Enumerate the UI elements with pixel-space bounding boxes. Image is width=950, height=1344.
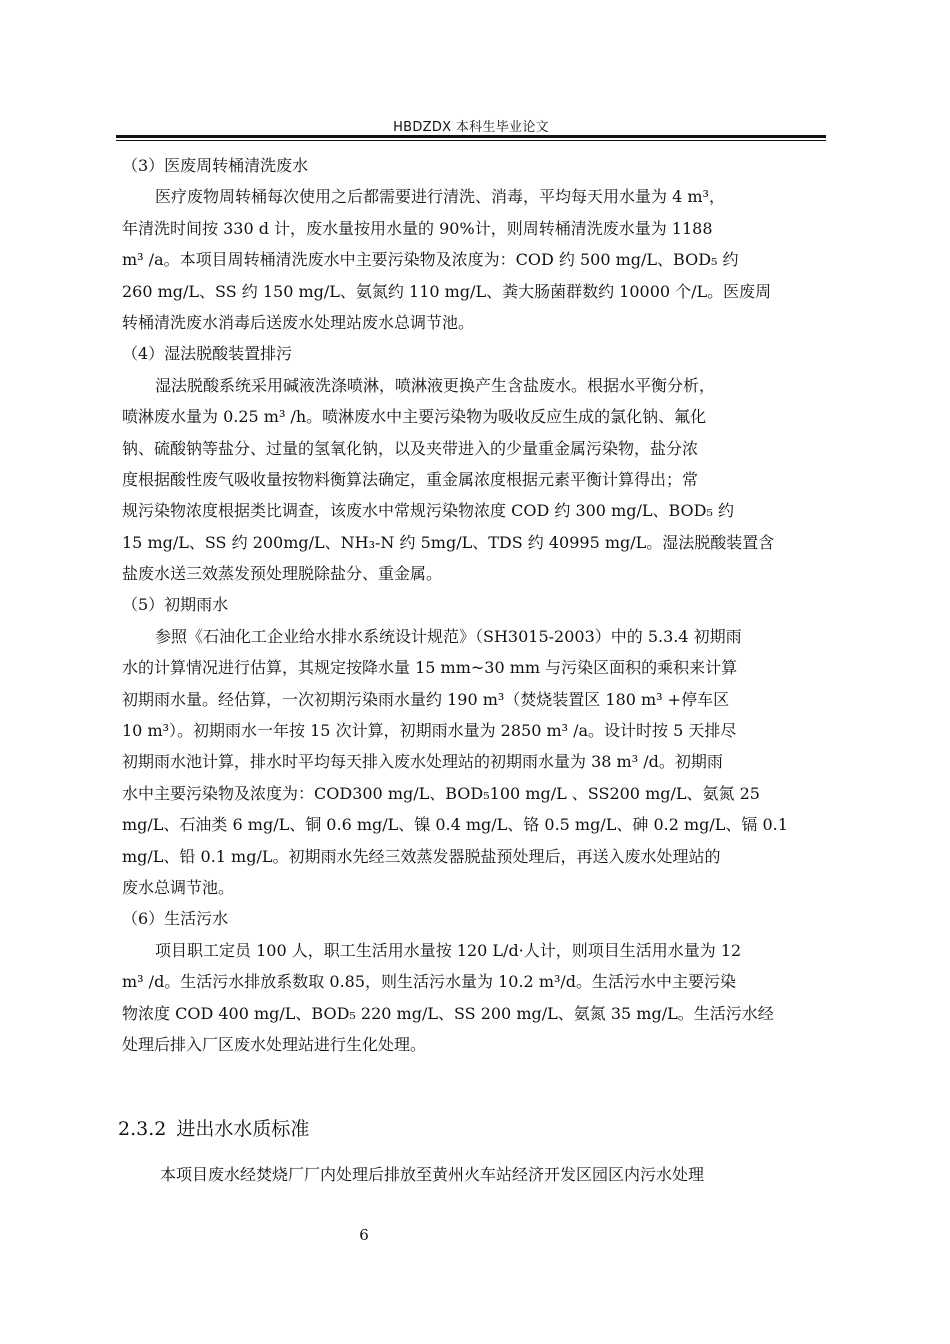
subsection-heading: （3）医废周转桶清洗废水 [122, 156, 309, 175]
subsection-heading: （4）湿法脱酸装置排污 [122, 344, 293, 364]
paragraph-line: 物浓度 COD 400 mg/L、BOD₅ 220 mg/L、SS 200 mg/L、氨氮 35 mg/L。生活污水经 [122, 1003, 774, 1023]
paragraph-line: 盐废水送三效蒸发预处理脱除盐分、重金属。 [122, 564, 443, 584]
section-spacer [122, 1060, 826, 1109]
paragraph-line: m³ /a。本项目周转桶清洗废水中主要污染物及浓度为：COD 约 500 mg/L、BOD₅ 约 [122, 250, 739, 270]
subsection-heading: （6）生活污水 [122, 909, 229, 929]
paragraph-line: 10 m³）。初期雨水一年按 15 次计算，初期雨水量为 2850 m³ /a。设计时按 5 天排尽 [122, 721, 737, 741]
paragraph-line: m³ /d。生活污水排放系数取 0.85，则生活污水量为 10.2 m³/d。生活污水中主要污染 [122, 972, 737, 992]
page-body [118, 150, 826, 1191]
paragraph-line: 度根据酸性废气吸收量按物料衡算法确定，重金属浓度根据元素平衡计算得出；常 [122, 469, 699, 489]
paragraph-line: 湿法脱酸系统采用碱液洗涤喷淋，喷淋液更换产生含盐废水。根据水平衡分析， [155, 375, 716, 395]
paragraph-line: 年清洗时间按 330 d 计，废水量按用水量的 90%计，则周转桶清洗废水量为 1188 [122, 218, 713, 238]
paragraph-line: 水中主要污染物及浓度为：COD300 mg/L、BOD₅100 mg/L 、SS200 mg/L、氨氮 25 [122, 783, 760, 803]
paragraph-line: 项目职工定员 100 人，职工生活用水量按 120 L/d·人计，则项目生活用水量为 12 [155, 940, 742, 960]
page-header: HBDZDX 本科生毕业论文 [393, 120, 549, 135]
paragraph-line: 初期雨水量。经估算，一次初期污染雨水量约 190 m³（焚烧装置区 180 m³ +停车区 [122, 689, 730, 709]
header-rule-thin [116, 140, 826, 141]
section-heading [118, 1109, 826, 1149]
paragraph-line: 水的计算情况进行估算，其规定按降水量 15 mm~30 mm 与污染区面积的乘积来计算 [122, 658, 738, 678]
paragraph-line: 废水总调节池。 [122, 877, 235, 897]
paragraph-line: 处理后排入厂区废水处理站进行生化处理。 [122, 1034, 427, 1054]
paragraph-line: 医疗废物周转桶每次使用之后都需要进行清洗、消毒，平均每天用水量为 4 m³， [155, 187, 725, 207]
paragraph-line: mg/L、石油类 6 mg/L、铜 0.6 mg/L、镍 0.4 mg/L、铬 0.5 mg/L、砷 0.2 mg/L、镉 0.1 [122, 815, 788, 835]
section-title: 进出水水质标准 [176, 1118, 310, 1141]
paragraph-line: 转桶清洗废水消毒后送废水处理站废水总调节池。 [122, 312, 475, 332]
header-rule-thick [116, 135, 826, 138]
page-number: 6 [359, 1226, 369, 1244]
paragraph-line: 本项目废水经焚烧厂厂内处理后排放至黄州火车站经济开发区园区内污水处理 [160, 1165, 705, 1185]
paragraph-line: mg/L、铅 0.1 mg/L。初期雨水先经三效蒸发器脱盐预处理后，再送入废水处理站的 [122, 846, 721, 866]
paragraph-line: 钠、硫酸钠等盐分、过量的氢氧化钠，以及夹带进入的少量重金属污染物，盐分浓 [122, 438, 699, 458]
paragraph-line: 15 mg/L、SS 约 200mg/L、NH₃-N 约 5mg/L、TDS 约 40995 mg/L。湿法脱酸装置含 [122, 532, 775, 552]
paragraph-line: 规污染物浓度根据类比调查，该废水中常规污染物浓度 COD 约 300 mg/L、BOD₅ 约 [122, 501, 735, 521]
paragraph-line: 初期雨水池计算，排水时平均每天排入废水处理站的初期雨水量为 38 m³ /d。初期雨 [122, 752, 723, 772]
paragraph-line: 260 mg/L、SS 约 150 mg/L、氨氮约 110 mg/L、粪大肠菌群数约 10000 个/L。医废周 [122, 281, 772, 301]
paragraph-line: 喷淋废水量为 0.25 m³ /h。喷淋废水中主要污染物为吸收反应生成的氯化钠、氟化 [122, 407, 707, 427]
section-number: 2.3.2 [118, 1118, 167, 1141]
paragraph-line: 参照《石油化工企业给水排水系统设计规范》（SH3015-2003）中的 5.3.4 初期雨 [155, 626, 742, 646]
subsection-heading: （5）初期雨水 [122, 595, 229, 615]
